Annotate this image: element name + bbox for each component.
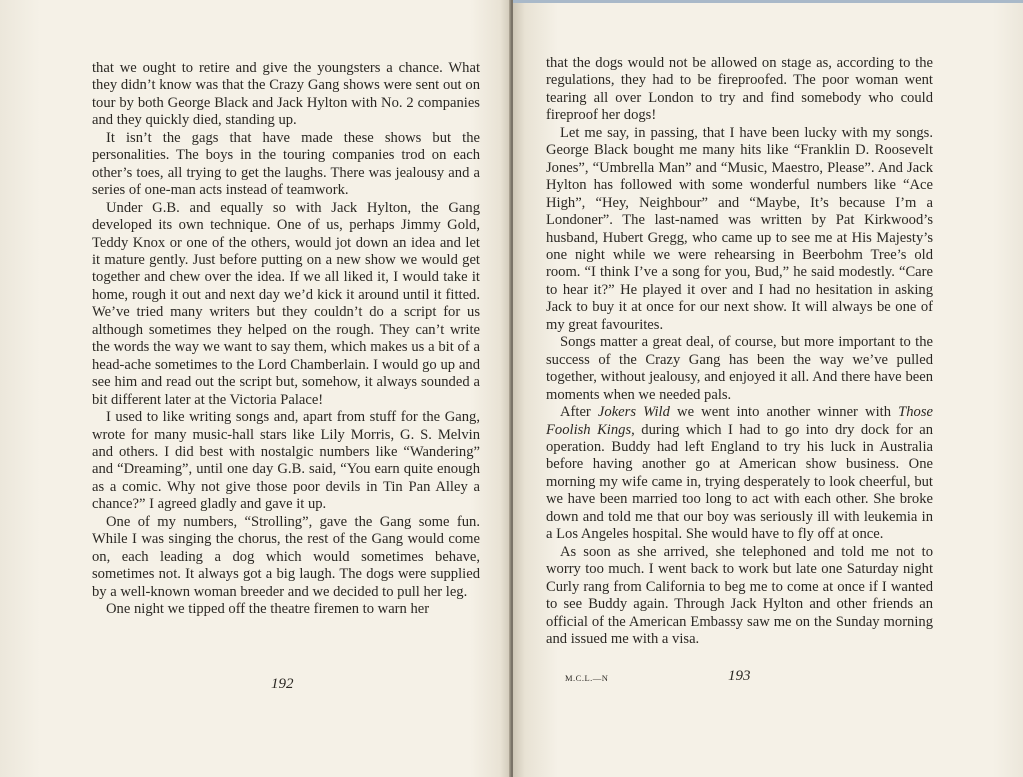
paragraph: Songs matter a great deal, of course, but more important to the success of the Crazy Gang has been the way we’ve pulled together, without jealousy, and enjoyed it all. And there have been moments when we needed pals. bbox=[546, 334, 933, 403]
paragraph: that the dogs would not be allowed on stage as, according to the regulations, they had to be fireproofed. The poor woman went tearing all over London to try and find somebody who could fireproof her dogs! bbox=[546, 55, 933, 124]
text-run: we went into another winner with bbox=[669, 404, 899, 421]
paragraph: that we ought to retire and give the youngsters a chance. What they didn’t know was that the Crazy Gang shows were sent out on tour by both George Black and Jack Hylton with No. 2 companies and they quickly died, standing up. bbox=[92, 60, 480, 129]
page-number: 192 bbox=[271, 676, 294, 692]
signature-mark: M.C.L.—N bbox=[565, 673, 609, 683]
paragraph bbox=[546, 404, 933, 544]
paragraph: One of my numbers, “Strolling”, gave the Gang some fun. While I was singing the chorus, the rest of the Gang would come on, each leading a dog which would sometimes behave, sometimes not. It always got a big laugh. The dogs were supplied by a well-known woman breeder and we decided to pull her leg. bbox=[92, 513, 480, 600]
show-title-italic: Those Foolish Kings bbox=[546, 404, 933, 438]
right-page bbox=[513, 0, 1023, 777]
text-run: , during which I had to go into dry dock for an operation. Buddy had left England to try his luck in Australia before having another go at American show business. One morning my wife came in, trying desperately to look cheerful, but we have been married too long to act with each other. She broke down and told me that our boy was seriously ill with leukemia in a Los Angeles hospital. She would have to fly off at once. bbox=[546, 421, 933, 543]
paragraph: Let me say, in passing, that I have been lucky with my songs. George Black bought me many hits like “Franklin D. Roosevelt Jones”, “Umbrella Man” and “Music, Maestro, Please”. And Jack Hylton has followed with some wonderful numbers like “Ace High”, “Hey, Neighbour” and “Maybe, It’s because I’m a Londoner”. The last-named was written by Pat Kirkwood’s husband, Hubert Gregg, who came up to see me at His Majesty’s one night while we were rehearsing in Beerbohm Tree’s old room. “I think I’ve a song for you, Bud,” he said modestly. “Care to hear it?” He played it over and I had no hesitation in asking Jack to buy it at once for our next show. It will always be one of my great favourites. bbox=[546, 124, 933, 333]
left-page bbox=[0, 0, 511, 777]
paragraph: Under G.B. and equally so with Jack Hylton, the Gang developed its own technique. One of us, perhaps Jimmy Gold, Teddy Knox or one of the others, would jot down an idea and let it mature gently. Just before putting on a new show we would get together and chew over the idea. If we all liked it, I would take it home, rough it out and next day we’d kick it around until it fitted. We’ve tried many writers but they couldn’t do a script for us although sometimes they helped on the rough. They can’t write the words the way we want to say them, which makes us a bit of a head-ache sometimes to the Lord Chamberlain. I would go up and see him and read out the script but, somehow, it always sounded a bit different later at the Victoria Palace! bbox=[92, 199, 480, 408]
paragraph: I used to like writing songs and, apart from stuff for the Gang, wrote for many music-hall stars like Lily Morris, G. S. Melvin and others. I did best with nostalgic numbers like “Wandering” and “Dreaming”, until one day G.B. said, “You earn quite enough as a comic. Why not give those poor devils in Tin Pan Alley a chance?” I agreed gladly and gave it up. bbox=[92, 409, 480, 513]
text-run: After bbox=[560, 404, 598, 421]
paragraph: One night we tipped off the theatre firemen to warn her bbox=[106, 601, 430, 618]
right-page-text bbox=[546, 55, 933, 648]
page-number: 193 bbox=[728, 668, 751, 684]
show-title-italic: Jokers Wild bbox=[597, 404, 670, 421]
left-page-text bbox=[92, 60, 480, 619]
paragraph: It isn’t the gags that have made these shows but the personalities. The boys in the touring companies trod on each other’s toes, all trying to get the laughs. There was jealousy and a series of one-man acts instead of teamwork. bbox=[92, 129, 480, 199]
paragraph: As soon as she arrived, she telephoned and told me not to worry too much. I went back to work but late one Saturday night Curly rang from California to beg me to come at once if I wanted to see Buddy again. Through Jack Hylton and other friends an official of the American Embassy saw me on the Sunday morning and issued me with a visa. bbox=[546, 543, 933, 647]
